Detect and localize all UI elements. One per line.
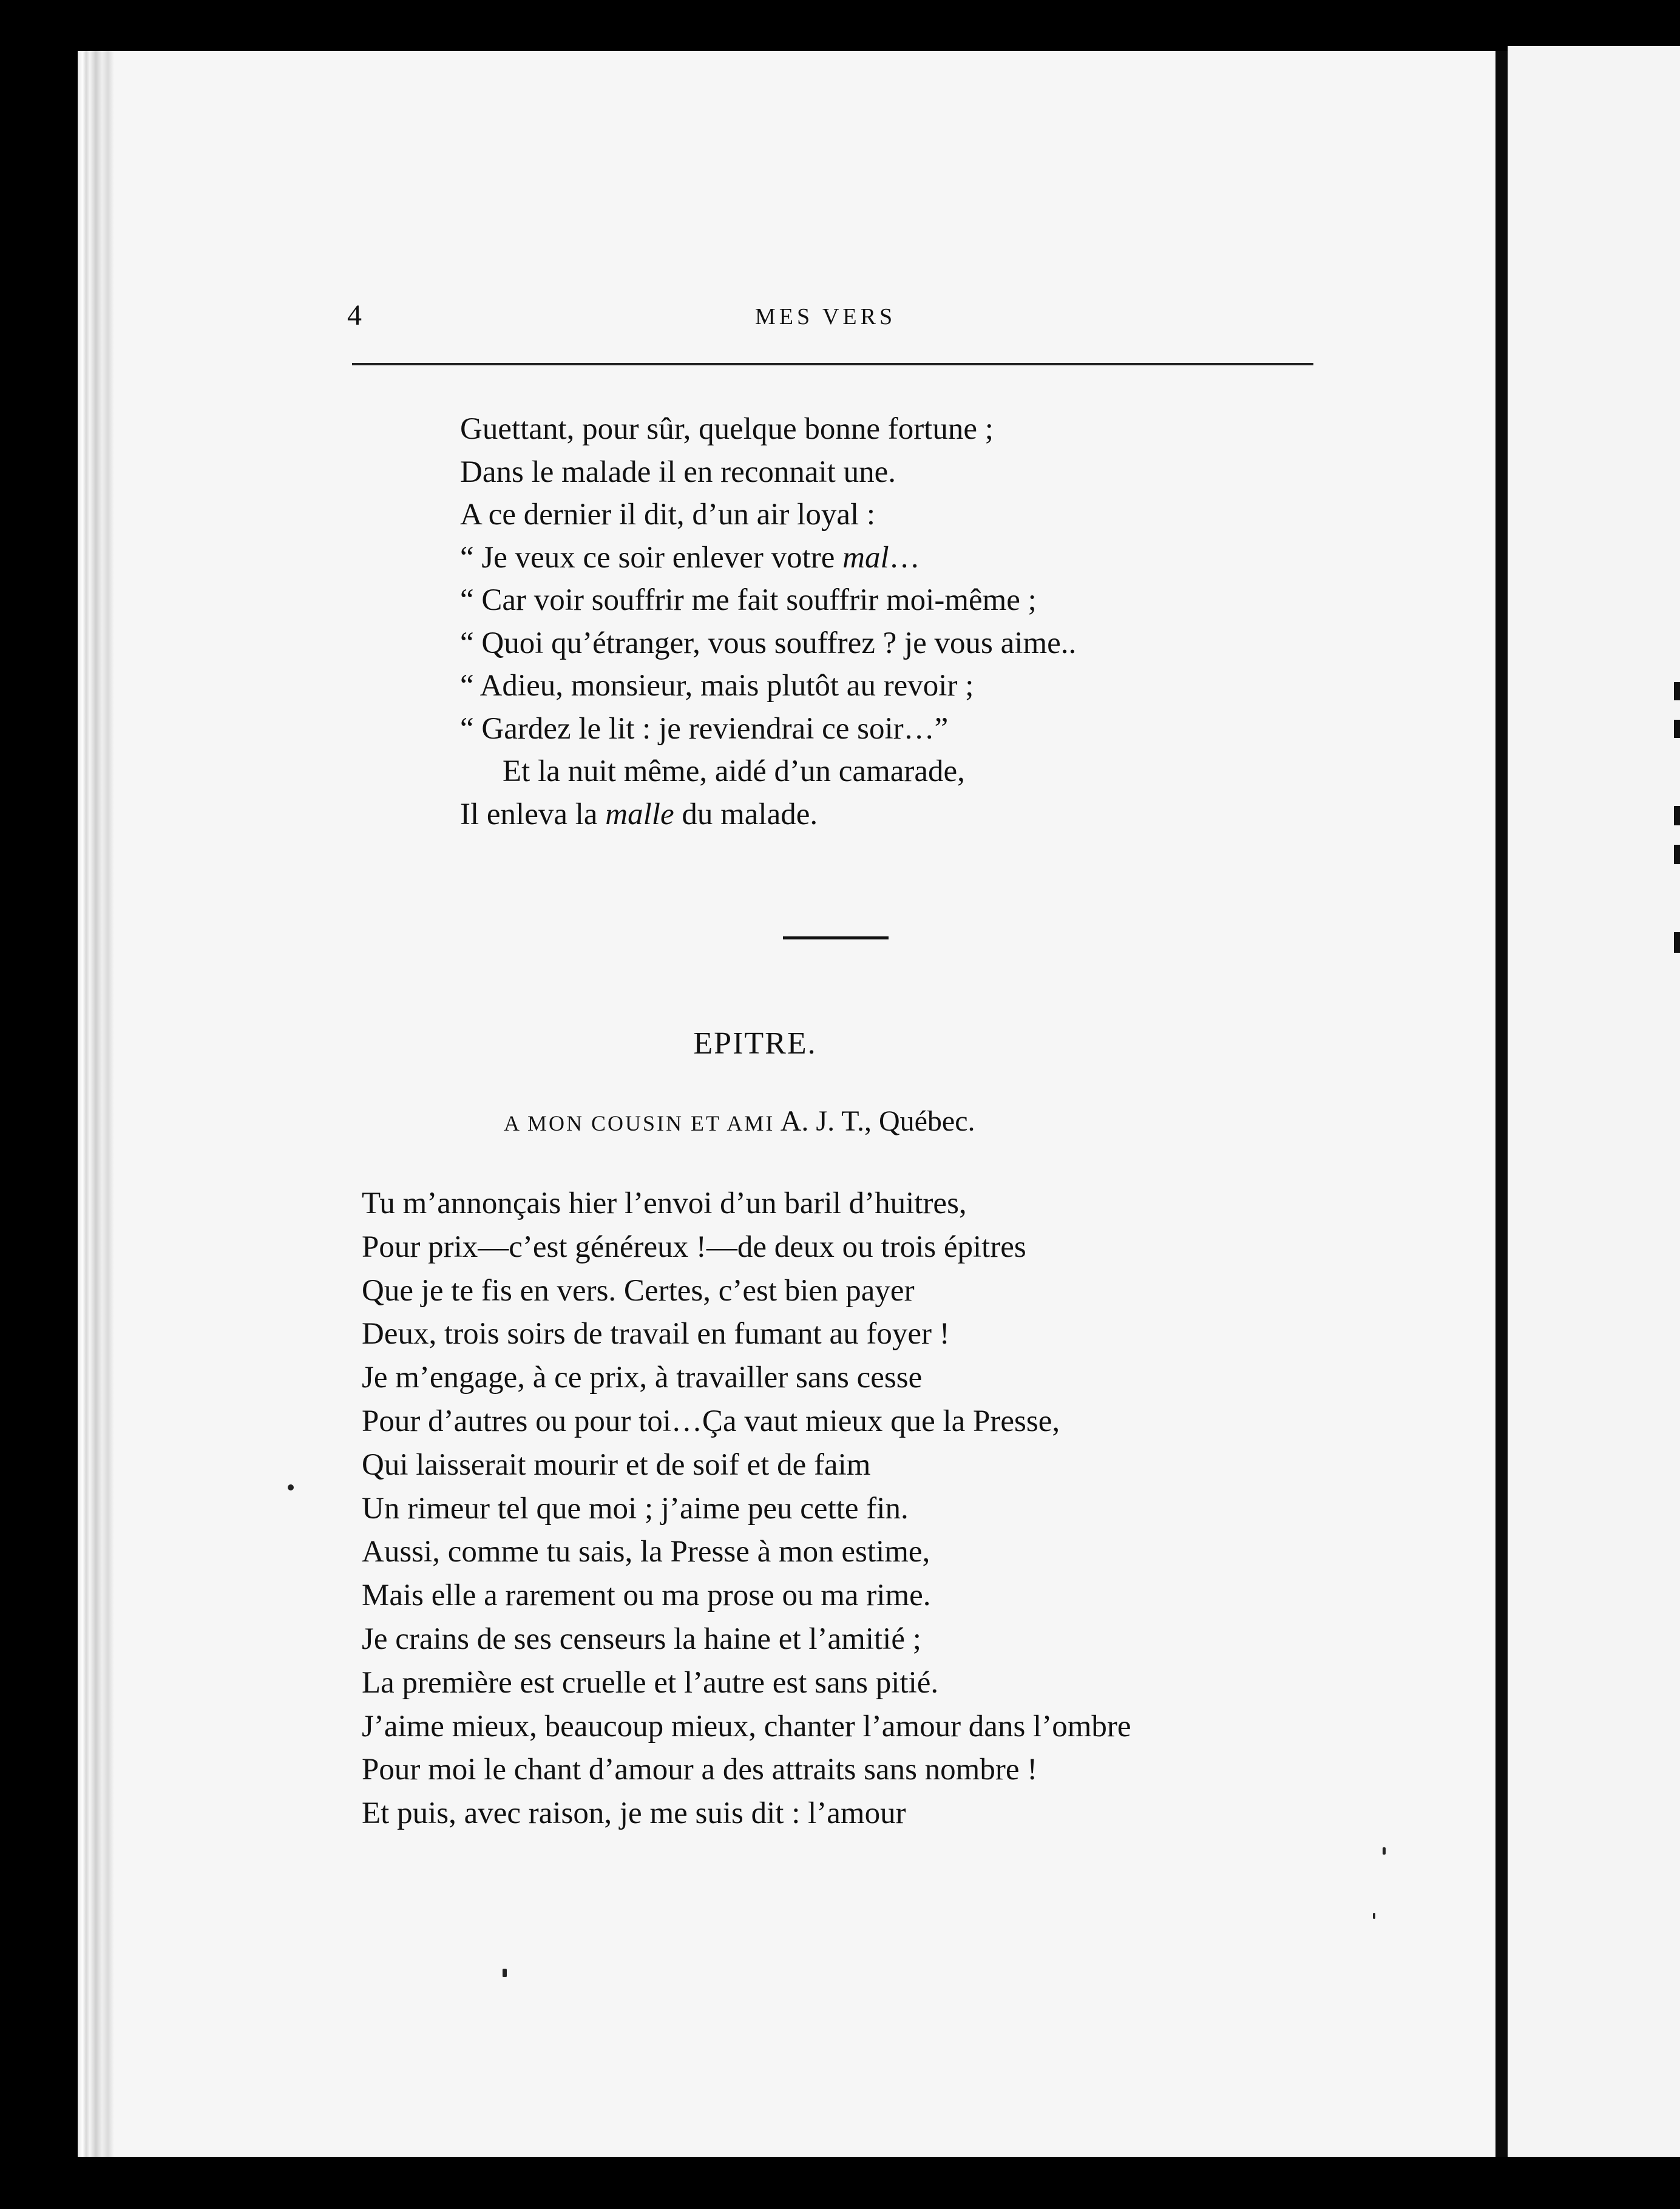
verse-line: “ Je veux ce soir enlever votre mal…	[460, 540, 920, 575]
scan-speck	[503, 1969, 507, 1977]
verse-line: Pour moi le chant d’amour a des attraits sans nombre !	[362, 1753, 1038, 1787]
verse-line: “ Gardez le lit : je reviendrai ce soir…”	[460, 711, 949, 746]
header-rule	[352, 363, 1313, 365]
facing-page-edge	[1508, 46, 1680, 2157]
dedication-name: A. J. T., Québec.	[774, 1105, 975, 1137]
page-edge-shading	[78, 51, 114, 2157]
verse-line: Guettant, pour sûr, quelque bonne fortune ;	[460, 412, 994, 446]
verse-line: “ Car voir souffrir me fait souffrir moi-même ;	[460, 583, 1037, 617]
verse-line: Tu m’annonçais hier l’envoi d’un baril d’huitres,	[362, 1186, 967, 1220]
scan-speck	[1373, 1913, 1375, 1919]
verse-line: J’aime mieux, beaucoup mieux, chanter l’amour dans l’ombre	[362, 1709, 1131, 1744]
verse-line: A ce dernier il dit, d’un air loyal :	[460, 498, 876, 532]
running-title: MES VERS	[755, 304, 896, 330]
verse-line: Il enleva la malle du malade.	[460, 797, 818, 831]
facing-text-fragment	[1674, 806, 1680, 825]
italic-word: malle	[605, 797, 674, 831]
facing-text-fragment	[1674, 720, 1680, 738]
dedication-prefix: A MON COUSIN ET AMI	[504, 1111, 775, 1135]
italic-word: mal	[842, 540, 889, 575]
scan-speck	[1383, 1847, 1386, 1855]
verse-line: Dans le malade il en reconnait une.	[460, 455, 896, 489]
verse-line: “ Quoi qu’étranger, vous souffrez ? je vous aime..	[460, 626, 1077, 660]
verse-line: Et la nuit même, aidé d’un camarade,	[503, 754, 965, 788]
verse-line: Que je te fis en vers. Certes, c’est bien payer	[362, 1273, 915, 1308]
facing-text-fragment	[1674, 932, 1680, 953]
facing-text-fragment	[1674, 682, 1680, 700]
verse-line: Et puis, avec raison, je me suis dit : l’amour	[362, 1796, 906, 1831]
poem-body	[362, 1182, 1131, 1836]
stanza-continuation	[460, 408, 1076, 836]
verse-line: “ Adieu, monsieur, mais plutôt au revoir ;	[460, 669, 974, 703]
verse-line: Un rimeur tel que moi ; j’aime peu cette fin.	[362, 1491, 909, 1526]
verse-line: Je crains de ses censeurs la haine et l’amitié ;	[362, 1622, 921, 1656]
verse-line: Qui laisserait mourir et de soif et de faim	[362, 1447, 871, 1482]
verse-line: Je m’engage, à ce prix, à travailler sans cesse	[362, 1361, 923, 1395]
verse-line: Mais elle a rarement ou ma prose ou ma rime.	[362, 1578, 931, 1613]
verse-line: Pour prix—c’est généreux !—de deux ou trois épitres	[362, 1230, 1026, 1264]
verse-line: La première est cruelle et l’autre est sans pitié.	[362, 1665, 939, 1700]
page-number: 4	[347, 299, 362, 331]
verse-line: Deux, trois soirs de travail en fumant au foyer !	[362, 1317, 950, 1351]
verse-line: Aussi, comme tu sais, la Presse à mon estime,	[362, 1535, 930, 1569]
scan-speck	[288, 1484, 294, 1490]
book-page	[78, 51, 1495, 2157]
book-gutter	[1495, 51, 1508, 2157]
section-divider	[783, 936, 889, 939]
verse-line: Pour d’autres ou pour toi…Ça vaut mieux que la Presse,	[362, 1404, 1060, 1438]
poem-title: EPITRE.	[693, 1026, 817, 1061]
poem-dedication	[504, 1104, 975, 1138]
facing-text-fragment	[1674, 845, 1680, 864]
